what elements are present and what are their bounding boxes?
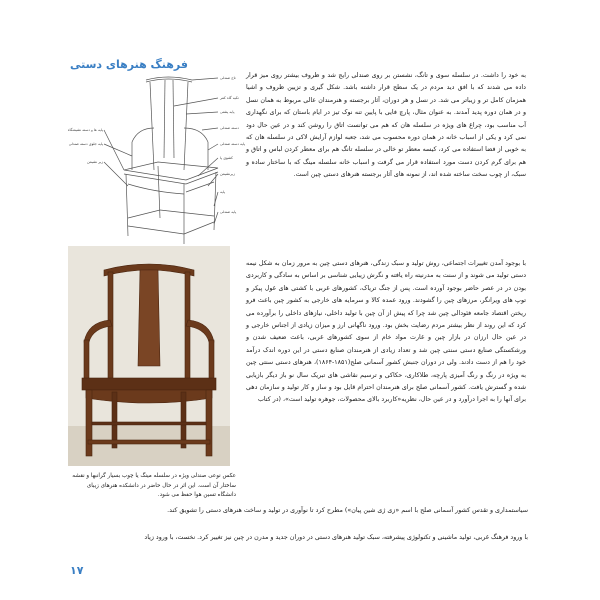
diagram-label-4: دسته صندلی bbox=[220, 126, 239, 130]
diagram-label-3: پایه پشتی bbox=[220, 110, 235, 114]
diagram-label-7: زیرنشیمن bbox=[220, 172, 235, 176]
diagram-label-9: پایه صندلی bbox=[220, 210, 237, 214]
paragraph-3: سیاستمداری و تقدس کشور آسمانی صلح با اسم «زی ژی شین پیان») مطرح کرد تا نوآوری در تولید و ساخت هنرهای دستی را تشویق کند. bbox=[167, 507, 528, 514]
diagram-label-2: تکیه گاه کمر bbox=[220, 96, 239, 100]
chair-photo-illustration bbox=[68, 246, 230, 466]
diagram-label-12: زیر نشیمن bbox=[87, 160, 103, 164]
diagram-label-11: پایه جلوی دسته صندلی bbox=[68, 142, 103, 146]
diagram-label-1: تاج صندلی bbox=[220, 76, 236, 80]
diagram-label-5: پایه دسته صندلی bbox=[220, 142, 246, 146]
page-number: ۱۷ bbox=[70, 564, 84, 577]
photo-caption: عکس نوعی صندلی ویژه در سلسله مینگ یا چوب بسیار گرانبها و نقشه ساختار آن است. این اثر در حال حاضر در دانشکده هنرهای زیبای دانشگاه تسین هوا حفظ می شود. bbox=[72, 473, 236, 498]
chair-diagram-drawing bbox=[68, 58, 268, 258]
diagram-label-8: پایه bbox=[220, 190, 226, 194]
chapter-title: فرهنگ هنرهای دستی bbox=[70, 58, 188, 71]
chair-diagram bbox=[68, 58, 268, 258]
chair-photo bbox=[68, 246, 230, 466]
paragraph-1: به خود را داشت. در سلسله سوی و تانگ، نشستن بر روی صندلی رایج شد و ظروف بیشتر روی میز قرار داده می شدند که با افق دید مردم در یک سطح قرار داشته باشد. شکل گیری و تزیین ظروف و اشیا همزمان کامل تر و زیباتر می شد. در نسل و هر دوران، آثار برجسته و هنرمندان عالی مربوط به همان نسل و در همان دوره پدید آمدند. به عنوان مثال، پارچ فایی با پایین تنه نوک تیز در ایام باستان که برای نگهداری آب مناسب بود، چراغ های ویژه در سلسله هان که هم می توانست اتاق را روشن کند و در عین حال دود نمی کرد و یکی از اسباب خانه در همان دوره محسوب می شد، جعبه لوازم آرایش لاکی در سلسله هان که به خوبی از فضا استفاده می کرد، کیسه معطر تو خالی در سلسله تانگ هم برای معطر کردن لباس و اتاق و هم برای گرم کردن دست مورد استفاده قرار می گرفت و اسباب خانه سلسله مینگ که با ساختار ساده و سبک، از چوب سخت ساخته شده اند، از نمونه های آثار برجسته هنرهای دستی چین است. bbox=[246, 72, 526, 179]
paragraph-4: با ورود فرهنگ غربی، تولید ماشینی و تکنولوژی پیشرفته، سبک تولید هنرهای دستی در دوران جدید و مدرن در چین نیز تغییر کرد. نخست، با ورود زیاد bbox=[144, 534, 528, 541]
diagram-label-10: پایه ها و دسته نشیمنگاه bbox=[68, 128, 103, 132]
paragraph-2: با بوجود آمدن تغییرات اجتماعی، روش تولید و سبک زندگی، هنرهای دستی چین به مرور زمان به شکل نیمه دستی تولید می شوند و از سنت به مدرنیته راه یافته و نگرش زیبایی شناسی بر اساس به سادگی و کاربردی بودن در در عصر حاضر بوجود آورده است. پس از جنگ تریاک، کشورهای غربی با کشتی های غول پیکر و توپ های ویرانگر، مرزهای چین را گشودند. ورود عمده کالا و سرمایه های خارجی به کشور چین باعث فرو ریختن اقتصاد جامعه فئودالی چین شد چرا که پیش از آن چین با تولید داخلی، نیازهای داخلی را برآورده می کرد که این روند از نظر بیشتر مردم رضایت بخش بود. ورود ناگهانی ارز و میزان زیادی از اجناس خارجی و در عین حال ارزان در بازار چین و غارت مواد خام از سوی کشورهای غربی، باعث ضعیف شدن و ورشکستگی صنایع دستی سنتی چین شد و تعداد زیادی از هنرمندان صنایع دستی در این دوره اندک درآمد خود را هم از دست دادند. ولی در دوران جنبش کشور آسمانی صلح(۱۸۵۱-۱۸۶۴)، هنرهای دستی سنتی چین به ویژه در رنگ و رنگ آمیزی پارچه، طلاکاری، حکاکی و ترسیم نقاشی های تبریک سال نو باز دیگر بازیابی شده و گسترش یافت. کشور آسمانی صلح برای هنرمندان احترام قایل بود و ساز و کار تولید و سازمان دهی برای آنها را به اجرا درآورد و در عین حال، نظریه«کاربرد بالای محصولات، جوهره تولید است»، (در کتاب bbox=[246, 260, 526, 404]
diagram-label-6: کشوی پا bbox=[220, 156, 233, 160]
header-bar bbox=[0, 28, 600, 71]
